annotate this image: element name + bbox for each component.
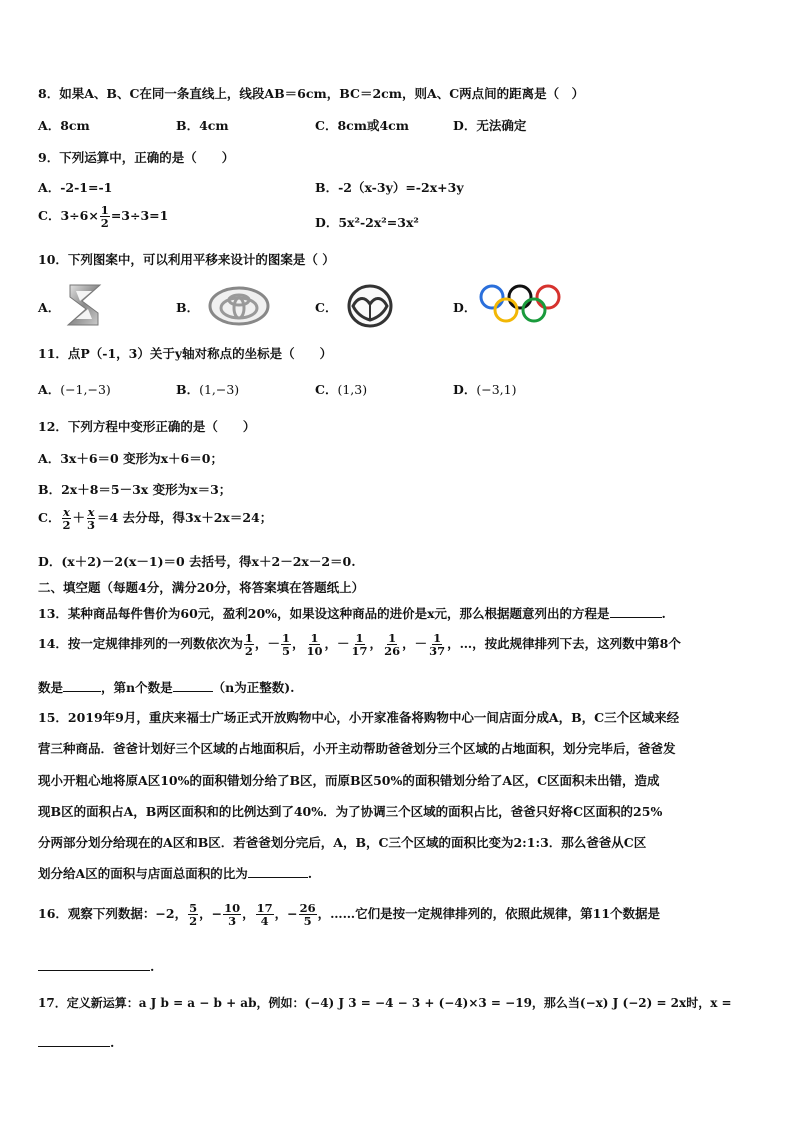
q12-fraction-2	[86, 506, 96, 531]
fraction-denominator: 2	[62, 518, 71, 533]
q8-option-c: C．8cm或4cm	[315, 118, 410, 133]
q16-sign-4: −	[287, 906, 298, 922]
q9-option-c-suffix: =3÷3=1	[110, 208, 169, 224]
q11-option-a-value: (−1,−3)	[60, 382, 111, 397]
q12-option-c-suffix: ＝4 去分母，得3x＋2x＝24；	[97, 510, 273, 526]
answer-blank[interactable]	[38, 958, 150, 971]
q14-prefix: 14．按一定规律排列的一列数依次为	[38, 636, 243, 652]
fraction-denominator: 3	[86, 518, 95, 533]
fraction-denominator: 2	[100, 216, 109, 231]
answer-blank[interactable]	[173, 679, 213, 692]
q10-label-c: C．	[315, 300, 338, 315]
q11-option-b-value: (1,−3)	[199, 382, 240, 397]
q14-fraction-6	[428, 632, 446, 657]
fraction-numerator: 17	[256, 901, 273, 915]
q14-fraction-1	[244, 632, 254, 657]
fraction-denominator: 5	[303, 914, 312, 929]
q17-line2	[38, 1034, 114, 1050]
q14-sign-6: －	[414, 636, 428, 652]
mazda-logo-icon	[347, 284, 393, 328]
q16-suffix: ，……它们是按一定规律排列的，依照此规律，第11个数据是	[317, 906, 661, 922]
q14-fraction-4	[351, 632, 369, 657]
q15-line-5: 分两部分划分给现在的A区和B区．若爸爸划分完后，A，B，C三个区域的面积比变为2:1:3．那么爸爸从C区	[38, 835, 647, 850]
fraction-numerator: 1	[281, 631, 290, 645]
q9-option-c-fraction	[100, 204, 110, 229]
q13-text	[38, 604, 666, 622]
q12-stem: 12．下列方程中变形正确的是（ ）	[38, 419, 256, 434]
q16-fraction-1	[188, 902, 198, 927]
q11-option-b-label: B．	[176, 382, 200, 397]
fraction-denominator: 37	[429, 644, 446, 659]
fraction-denominator: 2	[189, 914, 198, 929]
q14-fraction-3	[305, 632, 323, 657]
fraction-numerator: 26	[299, 901, 316, 915]
q8-option-d: D．无法确定	[453, 118, 527, 133]
q12-option-d: D．(x＋2)－2(x－1)＝0 去括号，得x＋2－2x－2＝0.	[38, 554, 356, 569]
answer-blank[interactable]	[610, 605, 662, 618]
fraction-numerator: 10	[224, 901, 241, 915]
q10-label-a: A．	[38, 300, 61, 315]
q11-option-a	[38, 380, 111, 398]
answer-blank[interactable]	[38, 1034, 110, 1047]
q14-line2-a: 数是	[38, 680, 64, 695]
q14-line2-c: （n为正整数).	[212, 680, 295, 695]
fraction-numerator: 1	[388, 631, 397, 645]
q12-option-a: A．3x＋6＝0 变形为x＋6＝0；	[38, 451, 223, 466]
fraction-denominator: 26	[384, 644, 401, 659]
q16-sign-2: −	[211, 906, 223, 922]
q14-line2	[38, 678, 294, 696]
fraction-denominator: 5	[281, 644, 290, 659]
q11-option-d	[453, 380, 516, 398]
toyota-logo-icon	[208, 286, 270, 326]
q9-option-c	[38, 204, 168, 229]
q9-stem: 9．下列运算中，正确的是（ ）	[38, 150, 235, 165]
q8-stem: 8．如果A、B、C在同一条直线上，线段AB＝6cm，BC＝2cm，则A、C两点间的距离是（ ）	[38, 86, 585, 101]
q14-line1: 14．按一定规律排列的一列数依次为 $\frac{1}{2}$ ，－ $\frac{1}{5}$ ， $\frac{1}{10}$ ，－ $\frac{1}{17}$ ， $\frac{1}{26}$ ，－ $\frac{1}{37}$ ，…，按此规律排列下去，这列数中第8个	[38, 631, 681, 659]
answer-blank[interactable]	[63, 679, 101, 692]
answer-blank[interactable]	[248, 865, 308, 878]
q9-option-a: A．-2-1=-1	[38, 180, 113, 195]
fraction-numerator: 1	[244, 631, 253, 645]
q13-stem: 13．某种商品每件售价为60元，盈利20%，如果设这种商品的进价是x元，那么根据题意列出的方程是	[38, 606, 610, 621]
q8-option-a: A．8cm	[38, 118, 90, 133]
q13-end: .	[661, 606, 666, 621]
q9-option-d: D．5x²-2x²=3x²	[315, 215, 419, 230]
q15-line-1: 15．2019年9月，重庆来福士广场正式开放购物中心，小开家准备将购物中心一间店面分成A，B，C三个区域来经	[38, 710, 680, 725]
q12-plus: ＋	[72, 510, 85, 526]
fraction-numerator: 1	[355, 631, 364, 645]
q14-sign-2: －	[267, 636, 280, 652]
q16-fraction-4	[299, 902, 317, 927]
q9-option-b: B．-2（x-3y）=-2x+3y	[315, 180, 464, 195]
fraction-denominator: 17	[351, 644, 368, 659]
q11-stem: 11．点P（-1，3）关于y轴对称点的坐标是（ ）	[38, 346, 333, 361]
q14-fraction-2	[281, 632, 291, 657]
q15-line-4: 现B区的面积占A，B两区面积和的比例达到了40%．为了协调三个区域的面积占比，爸爸只好将C区面积的25%	[38, 804, 663, 819]
q16-line2	[38, 958, 154, 974]
suzuki-logo-icon	[62, 281, 106, 329]
q16-line1: 16．观察下列数据：−2， $\frac{5}{2}$ ，− $\frac{10}{3}$ ， $\frac{17}{4}$ ，− $\frac{26}{5}$ ，……它们是按一定规律排列的，依照此规律，第11个数据是	[38, 901, 661, 929]
q9-option-c-prefix: C．3÷6×	[38, 208, 99, 224]
fraction-numerator: 5	[189, 901, 198, 915]
q11-option-c-value: (1,3)	[337, 382, 368, 397]
q12-fraction-1	[61, 506, 71, 531]
fraction-numerator: 1	[433, 631, 442, 645]
fraction-denominator: 2	[244, 644, 253, 659]
q12-option-c-label: C．	[38, 510, 61, 526]
q11-option-a-label: A．	[38, 382, 61, 397]
q11-option-b	[176, 380, 239, 398]
q12-option-c	[38, 506, 272, 531]
q15-last: 划分给A区的面积与店面总面积的比为	[38, 866, 248, 881]
q15-line-6	[38, 864, 312, 882]
q17-line1: 17．定义新运算：a J b = a − b + ab，例如：(−4) J 3 = −4 − 3 + (−4)×3 = −19，那么当(−x) J (−2) = 2x时，x =	[38, 996, 732, 1010]
q15-end: .	[307, 866, 313, 881]
q11-option-d-value: (−3,1)	[476, 382, 517, 397]
q10-stem: 10．下列图案中，可以利用平移来设计的图案是（ ）	[38, 252, 335, 267]
q17-end: .	[110, 1035, 115, 1050]
q16-end: .	[150, 959, 155, 974]
q10-label-d: D．	[453, 300, 477, 315]
q11-option-c	[315, 380, 367, 398]
q14-line2-b: ，第n个数是	[101, 680, 173, 695]
q16-fraction-2	[223, 902, 241, 927]
q16-fraction-3	[256, 902, 274, 927]
fraction-denominator: 4	[260, 914, 269, 929]
fraction-numerator: 1	[310, 631, 319, 645]
q14-fraction-5	[383, 632, 401, 657]
fraction-numerator: x	[87, 505, 95, 519]
fraction-numerator: x	[63, 505, 70, 519]
q14-sign-4: －	[337, 636, 350, 652]
q15-line-2: 营三种商品．爸爸计划好三个区域的占地面积后，小开主动帮助爸爸划分三个区域的占地面积，划分完毕后，爸爸发	[38, 741, 676, 756]
q11-option-c-label: C．	[315, 382, 338, 397]
section-title: 二、填空题（每题4分，满分20分，将答案填在答题纸上）	[38, 580, 365, 595]
q15-line-3: 现小开粗心地将原A区10%的面积错划分给了B区，而原B区50%的面积错划分给了A区，C区面积未出错，造成	[38, 773, 660, 788]
q10-label-b: B．	[176, 300, 200, 315]
q12-option-b: B．2x＋8＝5－3x 变形为x＝3；	[38, 482, 232, 497]
q16-prefix: 16．观察下列数据：−2，	[38, 906, 188, 922]
fraction-denominator: 10	[306, 644, 323, 659]
fraction-denominator: 3	[228, 914, 237, 929]
q14-suffix: ，…，按此规律排列下去，这列数中第8个	[447, 636, 681, 652]
q11-option-d-label: D．	[453, 382, 477, 397]
q8-option-b: B．4cm	[176, 118, 229, 133]
olympic-rings-icon	[478, 284, 562, 324]
fraction-numerator: 1	[100, 203, 109, 217]
